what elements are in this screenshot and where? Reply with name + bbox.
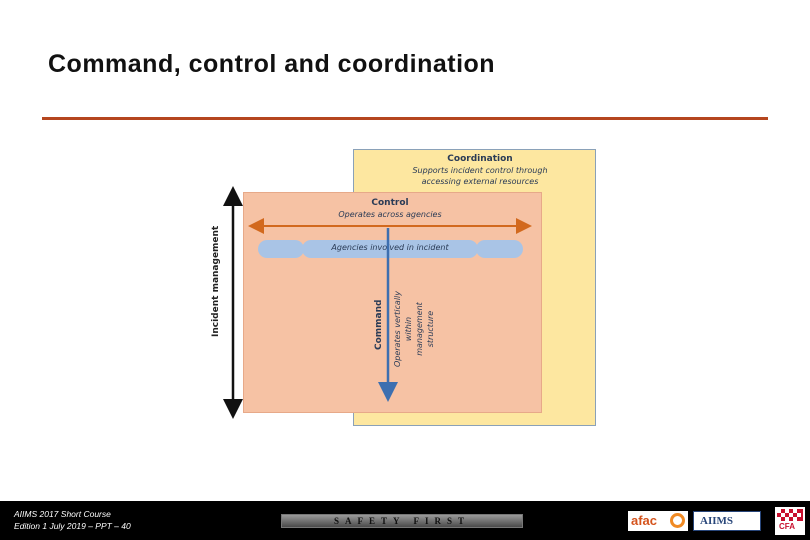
control-title: Control — [371, 198, 409, 208]
coordination-title: Coordination — [447, 154, 513, 164]
command-subtitle — [392, 284, 436, 374]
coordination-subtitle-line1: Supports incident control through — [412, 166, 548, 175]
footer-text — [14, 508, 131, 532]
incident-management-label: Incident management — [211, 225, 221, 337]
coordination-subtitle-line2: accessing external resources — [421, 177, 539, 186]
control-subtitle: Operates across agencies — [338, 210, 442, 219]
safety-first-banner: SAFETY FIRST — [281, 514, 523, 528]
footer-line1: AIIMS 2017 Short Course — [14, 509, 111, 519]
cfa-logo-text: CFA — [779, 522, 795, 531]
afac-logo-icon — [670, 513, 685, 528]
command-subtitle-line2: management structure — [415, 302, 435, 356]
command-subtitle-line1: Operates vertically within — [393, 290, 413, 368]
afac-logo: afac — [628, 511, 688, 531]
footer-line2: Edition 1 July 2019 – PPT – 40 — [14, 521, 131, 531]
slide-title: Command, control and coordination — [48, 50, 496, 78]
command-title: Command — [374, 299, 384, 350]
aiims-logo: AIIMS — [693, 511, 761, 531]
agencies-label: Agencies involved in incident — [331, 243, 449, 252]
